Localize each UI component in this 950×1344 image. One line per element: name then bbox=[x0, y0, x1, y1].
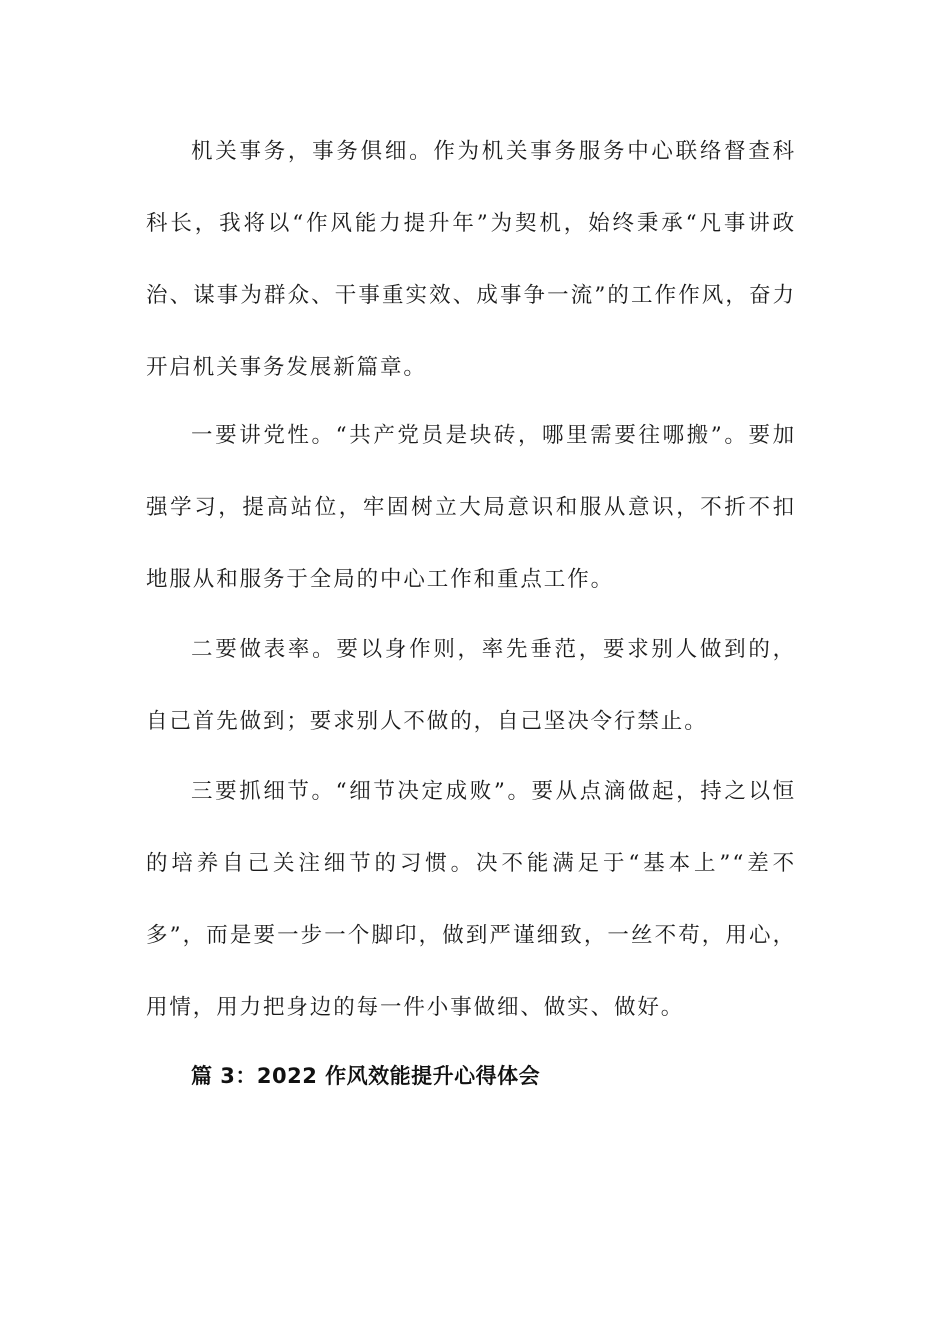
section-heading: 篇 3：2022 作风效能提升心得体会 bbox=[191, 1064, 541, 1088]
body-paragraph-2: 一要讲党性。“共产党员是块砖，哪里需要往哪搬”。要加强学习，提高站位，牢固树立大局意识和服从意识，不折不扣地服从和服务于全局的中心工作和重点工作。 bbox=[146, 423, 796, 592]
body-paragraph-1: 机关事务，事务俱细。作为机关事务服务中心联络督查科科长，我将以“作风能力提升年”为契机，始终秉承“凡事讲政治、谋事为群众、干事重实效、成事争一流”的工作作风，奋力开启机关事务发展新篇章。 bbox=[146, 139, 796, 380]
body-paragraph-3: 二要做表率。要以身作则，率先垂范，要求别人做到的，自己首先做到；要求别人不做的，自己坚决令行禁止。 bbox=[146, 637, 796, 734]
body-paragraph-4: 三要抓细节。“细节决定成败”。要从点滴做起，持之以恒的培养自己关注细节的习惯。决不能满足于“基本上”“差不多”，而是要一步一个脚印，做到严谨细致，一丝不苟，用心，用情，用力把身边的每一件小事做细、做实、做好。 bbox=[146, 779, 796, 1020]
